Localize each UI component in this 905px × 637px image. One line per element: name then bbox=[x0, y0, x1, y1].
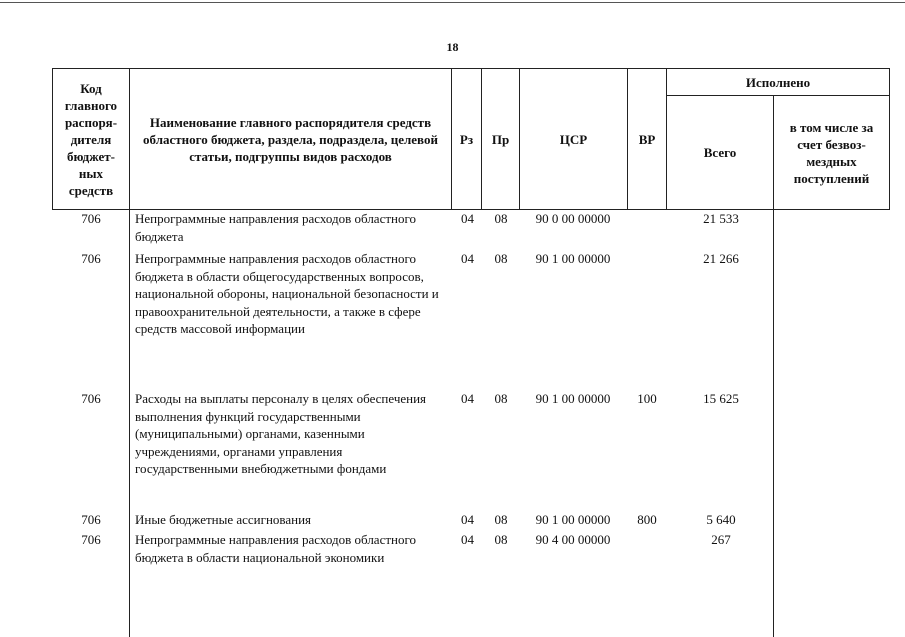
cell-rz: 04 bbox=[461, 391, 474, 406]
cell-pr: 08 bbox=[494, 251, 508, 266]
cell-name: Непрограммные направления расходов областного бюджета bbox=[135, 211, 416, 244]
cell-kod: 706 bbox=[81, 512, 101, 527]
cell-csr: 90 4 00 00000 bbox=[535, 532, 611, 547]
cell-kod: 706 bbox=[81, 211, 101, 226]
cell-total: 15 625 bbox=[703, 391, 739, 406]
header-executed-text: Исполнено bbox=[745, 74, 811, 90]
column-divider bbox=[773, 209, 774, 637]
cell-pr: 08 bbox=[494, 391, 508, 406]
cell-name: Расходы на выплаты персоналу в целях обеспечения выполнения функций государственными (муниципальными) органами, казенными учреждениями, органами управления государственными внебюджетными фондами bbox=[135, 391, 427, 476]
header-vr-text: ВР bbox=[638, 131, 656, 147]
cell-csr: 90 0 00 00000 bbox=[535, 211, 611, 226]
header-pr-text: Пр bbox=[491, 131, 510, 147]
cell-pr: 08 bbox=[494, 211, 508, 226]
cell-vr: 800 bbox=[637, 512, 657, 527]
header-total-text: Всего bbox=[703, 145, 737, 160]
cell-csr: 90 1 00 00000 bbox=[535, 512, 611, 527]
cell-total: 5 640 bbox=[706, 512, 736, 527]
scan-edge-line bbox=[0, 2, 905, 3]
header-grants-text: в том числе за счет безвоз-мездных поступлений bbox=[789, 119, 874, 186]
cell-rz: 04 bbox=[461, 211, 474, 226]
cell-vr: 100 bbox=[637, 391, 657, 406]
header-name bbox=[129, 68, 452, 210]
header-vr bbox=[627, 68, 667, 210]
header-rz bbox=[451, 68, 482, 210]
page-number: 18 bbox=[446, 40, 459, 54]
cell-total: 21 533 bbox=[703, 211, 739, 226]
cell-csr: 90 1 00 00000 bbox=[535, 251, 611, 266]
header-name-text: Наименование главного распорядителя средств областного бюджета, раздела, подраздела, целевой статьи, подгруппы видов расходов bbox=[143, 114, 438, 164]
header-rz-text: Рз bbox=[459, 131, 474, 147]
header-kod bbox=[52, 68, 130, 210]
cell-kod: 706 bbox=[81, 532, 101, 547]
column-divider bbox=[129, 209, 130, 637]
header-pr bbox=[481, 68, 520, 210]
cell-name: Непрограммные направления расходов областного бюджета в области национальной экономики bbox=[135, 532, 416, 565]
cell-rz: 04 bbox=[461, 512, 474, 527]
header-executed bbox=[666, 68, 890, 96]
cell-total: 21 266 bbox=[703, 251, 739, 266]
cell-pr: 08 bbox=[494, 532, 508, 547]
cell-name: Непрограммные направления расходов областного бюджета в области общегосударственных вопросов, национальной обороны, национальной безопасности и правоохранительной деятельности, а также в сфере средств массовой информации bbox=[135, 251, 439, 336]
cell-name: Иные бюджетные ассигнования bbox=[135, 512, 312, 527]
header-kod-text: Код главного распоря-дителя бюджет-ных средств bbox=[64, 80, 118, 198]
cell-csr: 90 1 00 00000 bbox=[535, 391, 611, 406]
cell-rz: 04 bbox=[461, 532, 474, 547]
cell-rz: 04 bbox=[461, 251, 474, 266]
header-grants bbox=[773, 95, 890, 210]
header-csr bbox=[519, 68, 628, 210]
cell-total: 267 bbox=[711, 532, 731, 547]
header-csr-text: ЦСР bbox=[559, 131, 588, 147]
cell-pr: 08 bbox=[494, 512, 508, 527]
cell-kod: 706 bbox=[81, 251, 101, 266]
cell-kod: 706 bbox=[81, 391, 101, 406]
header-total bbox=[666, 95, 774, 210]
